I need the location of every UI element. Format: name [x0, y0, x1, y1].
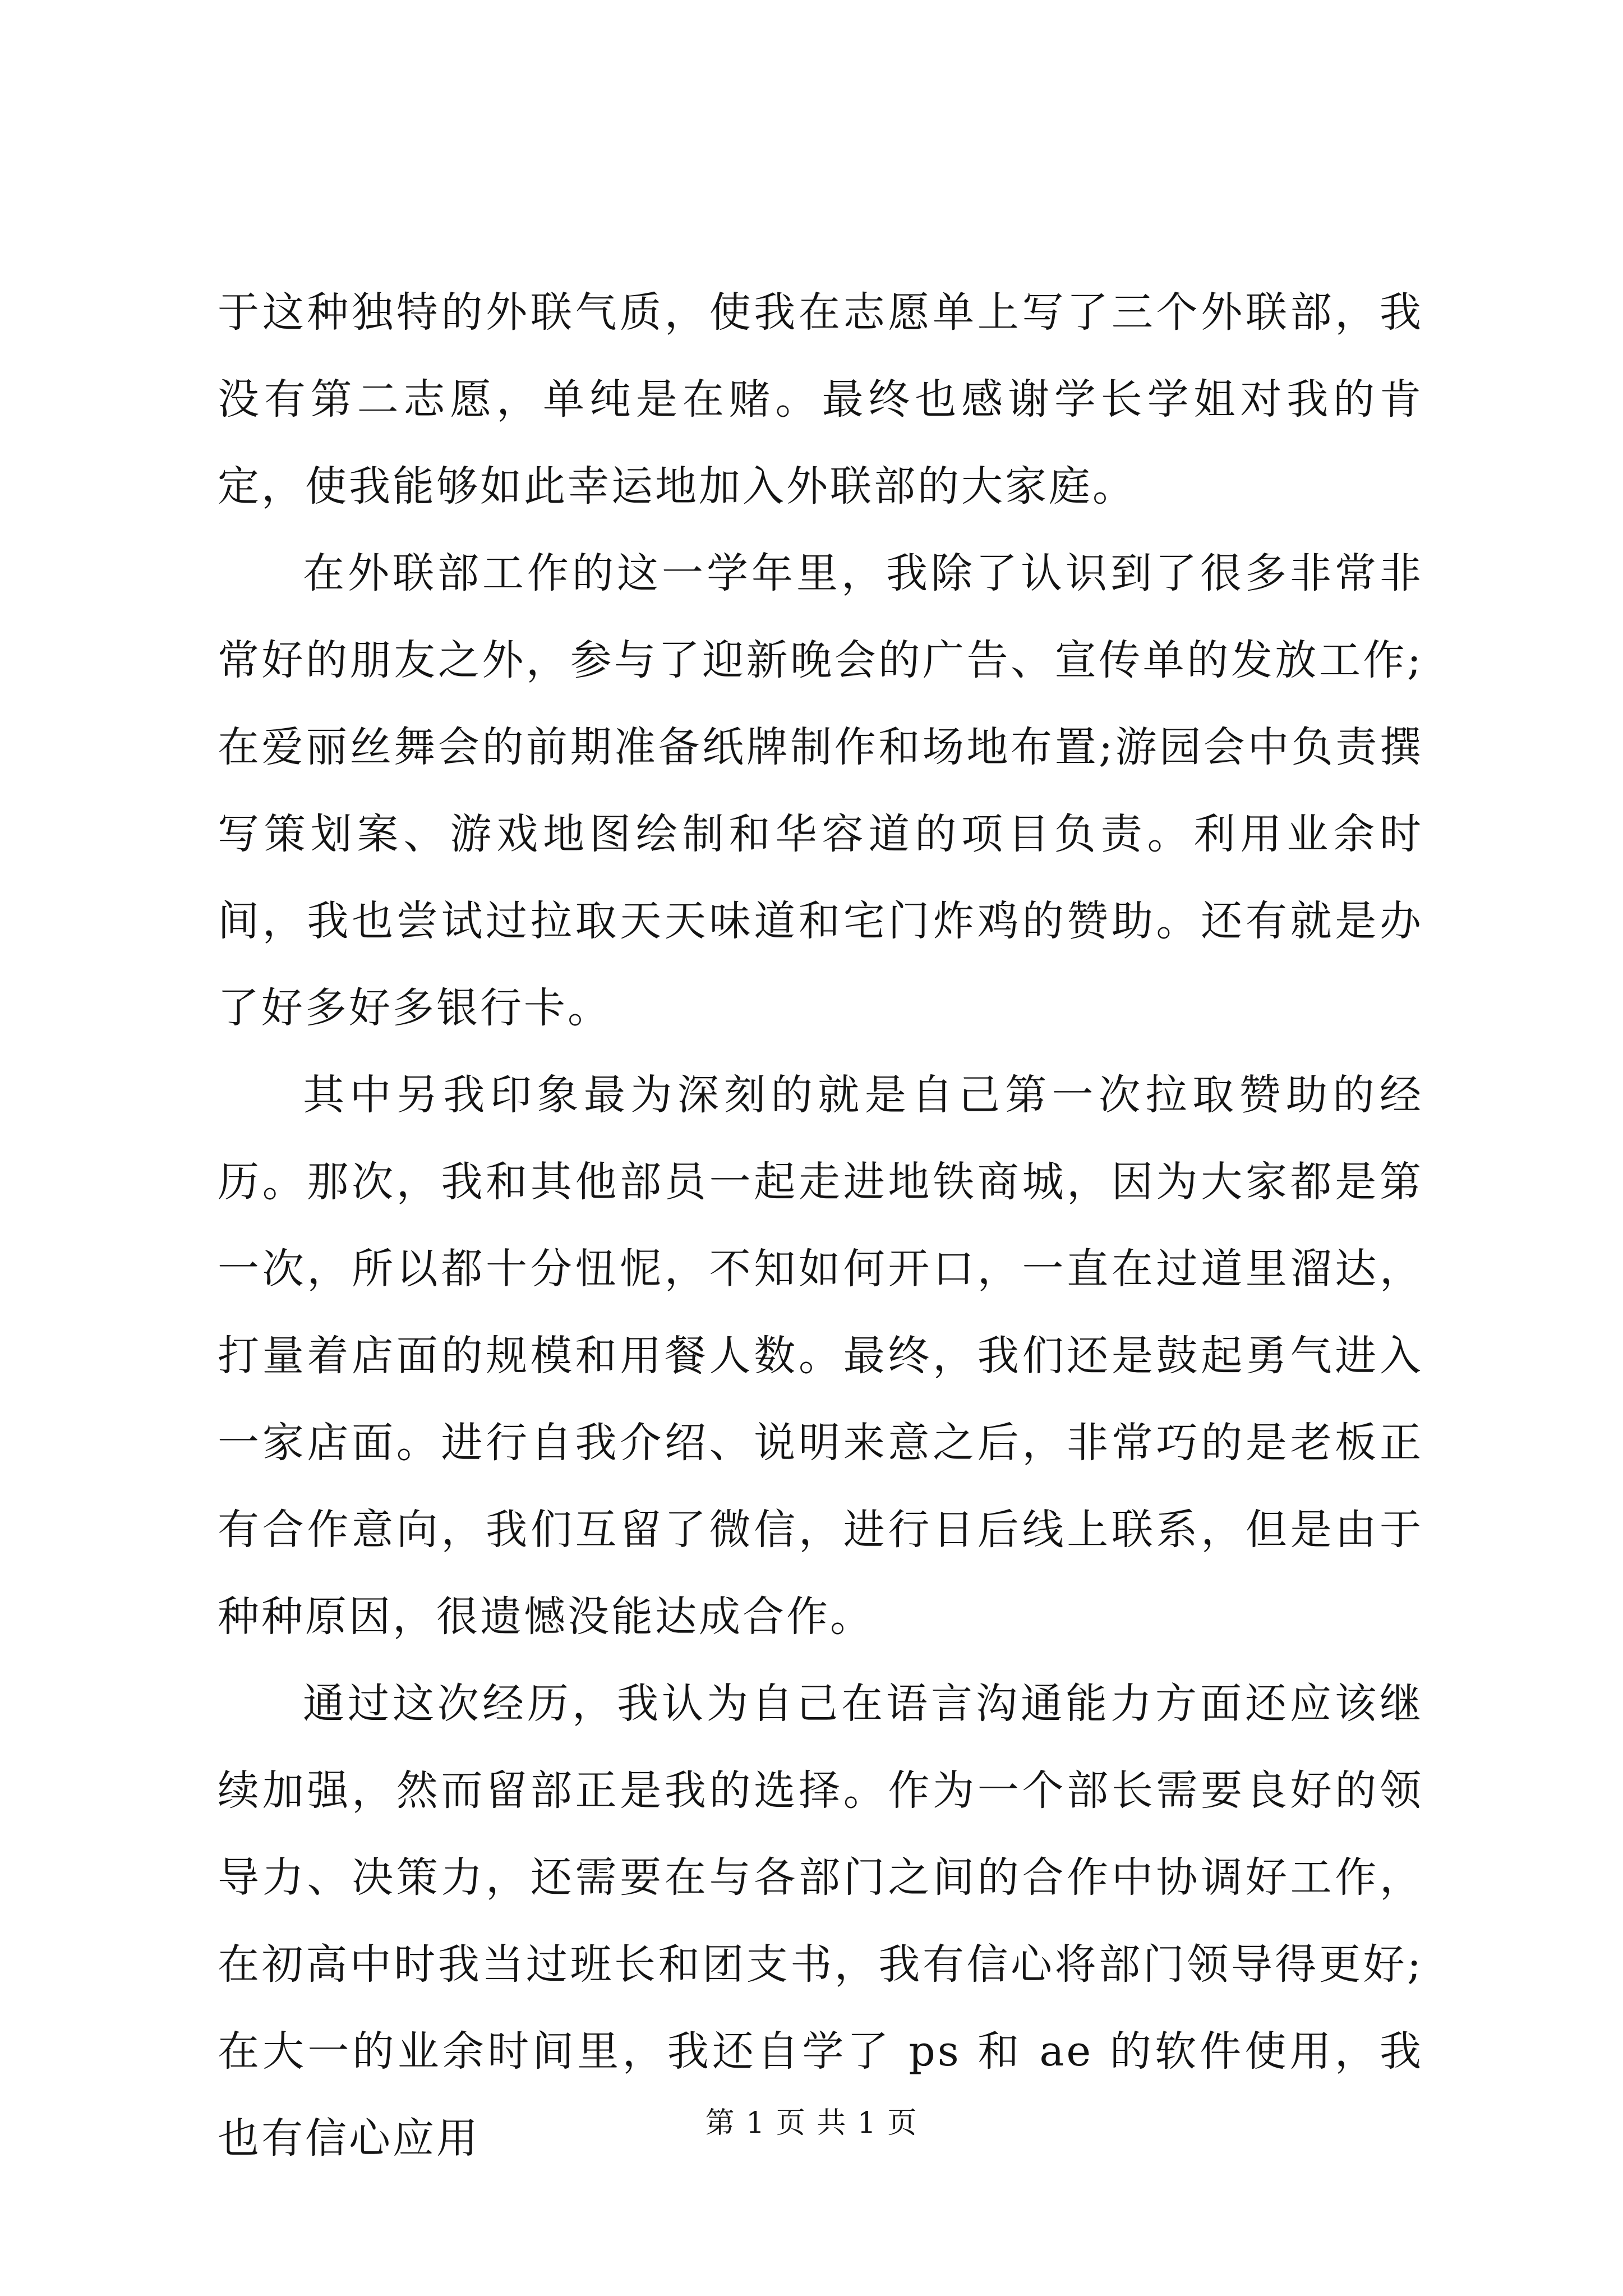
page-footer: 第 1 页 共 1 页 — [705, 2106, 918, 2140]
paragraph-work-summary: 在外联部工作的这一学年里，我除了认识到了很多非常非常好的朋友之外，参与了迎新晚会的广告、宣传单的发放工作;在爱丽丝舞会的前期准备纸牌制作和场地布置;游园会中负责撰写策划案、游戏地图绘制和华容道的项目负责。利用业余时间，我也尝试过拉取天天味道和宅门炸鸡的赞助。还有就是办了好多好多银行卡。 — [218, 549, 1423, 1032]
document-body — [218, 269, 1423, 2182]
paragraph-continuation: 于这种独特的外联气质，使我在志愿单上写了三个外联部，我没有第二志愿，单纯是在赌。最终也感谢学长学姐对我的肯定，使我能够如此幸运地加入外联部的大家庭。 — [218, 288, 1423, 510]
paragraph-reflection: 通过这次经历，我认为自己在语言沟通能力方面还应该继续加强，然而留部正是我的选择。作为一个部长需要良好的领导力、决策力，还需要在与各部门之间的合作中协调好工作，在初高中时我当过班长和团支书，我有信心将部门领导得更好;在大一的业余时间里，我还自学了 ps 和 ae 的软件使用，我也有信心应用 — [218, 1680, 1423, 2162]
paragraph-sponsorship-experience: 其中另我印象最为深刻的就是自己第一次拉取赞助的经历。那次，我和其他部员一起走进地铁商城，因为大家都是第一次，所以都十分忸怩，不知如何开口，一直在过道里溜达，打量着店面的规模和用餐人数。最终，我们还是鼓起勇气进入一家店面。进行自我介绍、说明来意之后，非常巧的是老板正有合作意向，我们互留了微信，进行日后线上联系，但是由于种种原因，很遗憾没能达成合作。 — [218, 1071, 1423, 1641]
